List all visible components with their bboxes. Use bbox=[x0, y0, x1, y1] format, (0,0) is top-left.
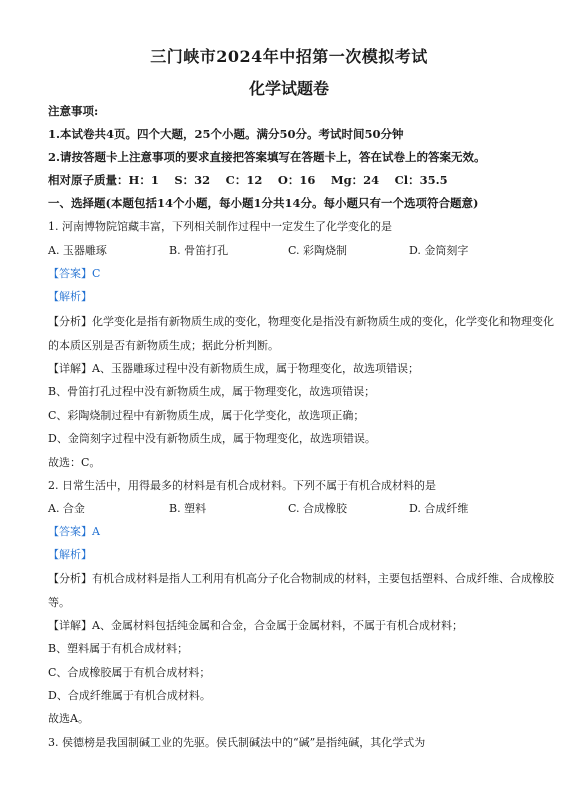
q2-detail-c: C、合成橡胶属于有机合成材料； bbox=[48, 666, 211, 679]
exam-title: 三门峡市2024年中招第一次模拟考试 bbox=[150, 47, 428, 66]
q1-detail-c: C、彩陶烧制过程中有新物质生成，属于化学变化，故选项正确； bbox=[48, 409, 365, 422]
q1-option-c: C. 彩陶烧制 bbox=[288, 244, 348, 257]
q3-stem: 3. 侯德榜是我国制碱工业的先驱。侯氏制碱法中的“碱”是指纯碱，其化学式为 bbox=[48, 736, 426, 749]
q2-detail-d: D、合成纤维属于有机合成材料。 bbox=[48, 689, 211, 702]
q1-detail-a: 【详解】A、玉器雕琢过程中没有新物质生成，属于物理变化，故选项错误； bbox=[48, 362, 419, 375]
q2-stem: 2. 日常生活中，用得最多的材料是有机合成材料。下列不属于有机合成材料的是 bbox=[48, 479, 436, 492]
exam-subtitle: 化学试题卷 bbox=[248, 79, 329, 98]
q2-analysis-line-1: 【分析】有机合成材料是指人工利用有机高分子化合物制成的材料，主要包括塑料、合成纤维、合成橡胶 bbox=[48, 572, 554, 585]
q1-conclusion: 故选：C。 bbox=[48, 456, 101, 469]
q2-option-d: D. 合成纤维 bbox=[409, 502, 469, 515]
q2-detail-a: 【详解】A、金属材料包括纯金属和合金，合金属于金属材料，不属于有机合成材料； bbox=[48, 619, 463, 632]
q1-option-a: A. 玉器雕琢 bbox=[48, 244, 107, 257]
q1-analysis-line-1: 【分析】化学变化是指有新物质生成的变化，物理变化是指没有新物质生成的变化，化学变化和物理变化 bbox=[48, 315, 554, 328]
q2-option-a: A. 合金 bbox=[48, 502, 85, 515]
q1-detail-b: B、骨笛打孔过程中没有新物质生成，属于物理变化，故选项错误； bbox=[48, 385, 376, 398]
q1-answer: 【答案】C bbox=[48, 267, 101, 280]
atomic-mass-line: 相对原子质量：H：1 S：32 C：12 O：16 Mg：24 Cl：35.5 bbox=[48, 173, 448, 187]
section-1-heading: 一、选择题(本题包括14个小题，每小题1分共14分。每小题只有一个选项符合题意) bbox=[48, 196, 479, 210]
notes-item-2: 2.请按答题卡上注意事项的要求直接把答案填写在答题卡上，答在试卷上的答案无效。 bbox=[48, 150, 486, 164]
q1-options bbox=[48, 243, 548, 258]
q2-option-b: B. 塑料 bbox=[169, 502, 207, 515]
q1-option-b: B. 骨笛打孔 bbox=[169, 244, 229, 257]
q2-analysis-label: 【解析】 bbox=[48, 548, 92, 561]
q2-conclusion: 故选A。 bbox=[48, 712, 89, 725]
q2-detail-b: B、塑料属于有机合成材料； bbox=[48, 642, 189, 655]
q1-analysis-line-2: 的本质区别是否有新物质生成；据此分析判断。 bbox=[48, 339, 279, 352]
q1-option-d: D. 金筒刻字 bbox=[409, 244, 469, 257]
q1-stem: 1. 河南博物院馆藏丰富，下列相关制作过程中一定发生了化学变化的是 bbox=[48, 220, 392, 233]
notes-item-1: 1.本试卷共4页。四个大题，25个小题。满分50分。考试时间50分钟 bbox=[48, 127, 404, 141]
q2-option-c: C. 合成橡胶 bbox=[288, 502, 348, 515]
q1-detail-d: D、金筒刻字过程中没有新物质生成，属于物理变化，故选项错误。 bbox=[48, 432, 376, 445]
q2-options bbox=[48, 501, 548, 516]
q1-analysis-label: 【解析】 bbox=[48, 290, 92, 303]
q2-answer: 【答案】A bbox=[48, 525, 100, 538]
q2-analysis-line-2: 等。 bbox=[48, 596, 70, 609]
notes-heading: 注意事项: bbox=[48, 104, 99, 118]
